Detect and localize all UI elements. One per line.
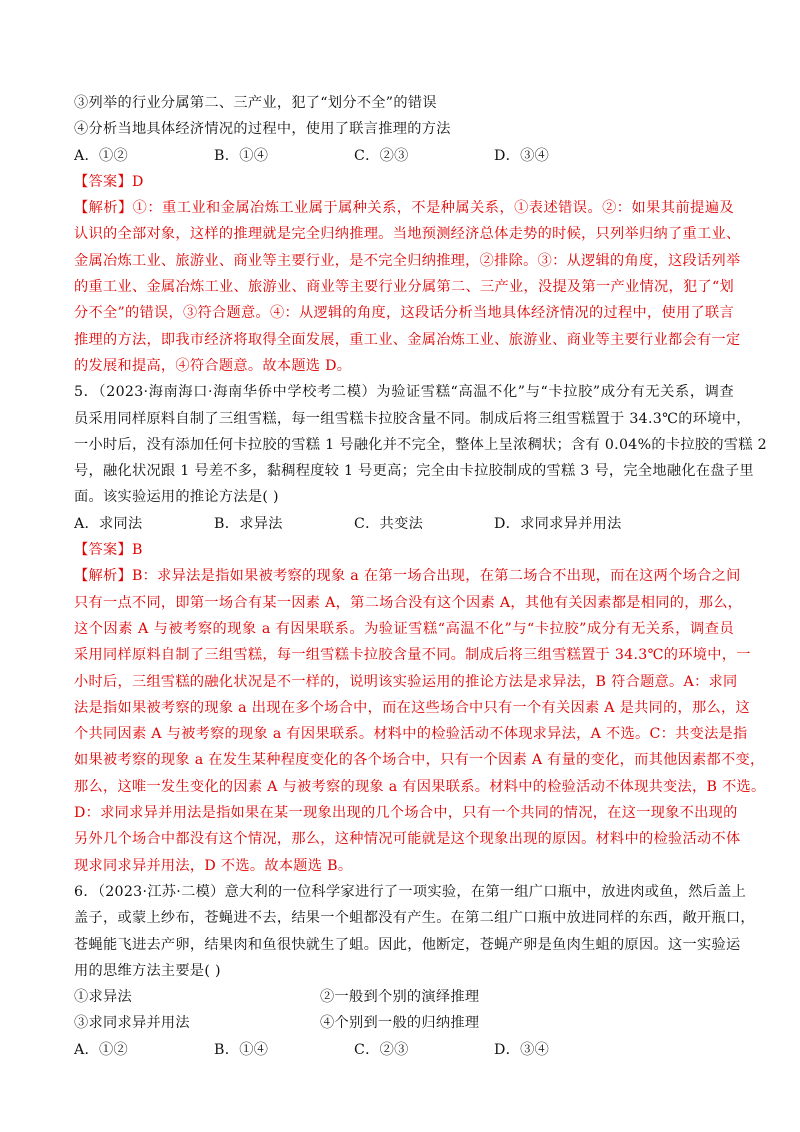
q5-analysis-line: 那么，这唯一发生变化的因素 A 与被考察的现象 a 有因果联系。材料中的检验活动不体现共变法，B 不选。	[74, 778, 766, 795]
q5-stem-line: 面。该实验运用的推论方法是( )	[74, 489, 279, 506]
q4-analysis-line: 的重工业、金属冶炼工业、旅游业、商业等主要行业分属第二、三产业，没提及第一产业情况，犯了“划	[74, 279, 734, 296]
q6-option-d: D．③④	[494, 1041, 550, 1058]
q5-analysis-line: 法是指如果被考察的现象 a 出现在多个场合中，而在这些场合中只有一个有关因素 A 是共同的，那么，这	[74, 699, 750, 716]
q5-analysis-line: 另外几个场合中都没有这个情况，那么，这种情况可能就是这个现象出现的原因。材料中的检验活动不体	[74, 831, 741, 848]
q4-analysis	[74, 195, 741, 379]
q6-choices-row	[74, 984, 734, 1010]
q5-option-b: B．求异法	[214, 515, 283, 532]
q6-stem-line: 用的思维方法主要是( )	[74, 962, 221, 979]
q6-stem	[74, 879, 755, 984]
q6-stem-line: 盖子，或蒙上纱布，苍蝇进不去，结果一个蛆都没有产生。在第二组广口瓶中放进同样的东西，敞开瓶口，	[74, 910, 755, 927]
q5-analysis-line: 采用同样原料自制了三组雪糕，每一组雪糕卡拉胶含量不同。制成后将三组雪糕置于 34.3℃的环境中，一	[74, 647, 751, 664]
q5-analysis-line: 只有一点不同，即第一场合有某一因素 A，第二场合没有这个因素 A，其他有关因素都是相同的，那么，	[74, 594, 743, 611]
q5-analysis-line: 小时后，三组雪糕的融化状况是不一样的，说明该实验运用的推论方法是求异法，B 符合题意。A：求同	[74, 673, 738, 690]
q5-stem-line: 5．（2023·海南海口·海南华侨中学校考二模）为验证雪糕“高温不化”与“卡拉胶”成分有无关系，调查	[74, 384, 734, 401]
q4-analysis-line: 分不全”的错误，③符合题意。④：从逻辑的角度，这段话分析当地具体经济情况的过程中，使用了联言	[74, 305, 734, 322]
q5-analysis-line: 个共同因素 A 与被考察的现象 a 有因果联系。材料中的检验活动不体现求异法，A 不选。C：共变法是指	[74, 726, 748, 743]
q5-analysis-line: 这个因素 A 与被考察的现象 a 有因果联系。为验证雪糕“高温不化”与“卡拉胶”成分有无关系，调查员	[74, 620, 734, 637]
q4-statement-3: ③列举的行业分属第二、三产业，犯了“划分不全”的错误	[74, 95, 437, 111]
document-body	[74, 90, 767, 1063]
q6-options	[74, 1037, 734, 1063]
q6-option-b: B．①④	[214, 1041, 269, 1058]
q4-options	[74, 143, 734, 169]
q4-analysis-line: 【解析】①：重工业和金属冶炼工业属于属种关系，不是种属关系，①表述错误。②：如果其前提遍及	[74, 200, 734, 217]
q4-answer: 【答案】D	[74, 173, 144, 190]
q5-answer: 【答案】B	[74, 542, 143, 559]
q4-option-d: D．③④	[494, 147, 550, 164]
q5-analysis-line: 现求同求异并用法，D 不选。故本题选 B。	[74, 857, 353, 874]
q5-option-c: C．共变法	[354, 515, 424, 532]
q5-option-a: A．求同法	[74, 515, 143, 532]
q5-analysis-line: 如果被考察的现象 a 在发生某种程度变化的各个场合中，只有一个因素 A 有量的变化，而其他因素都不变，	[74, 752, 765, 769]
q4-analysis-line: 金属冶炼工业、旅游业、商业等主要行业，是不完全归纳推理，②排除。③：从逻辑的角度，这段话列举	[74, 252, 741, 269]
q6-choice-1: ①求异法	[74, 989, 132, 1006]
q5-analysis-line: D：求同求异并用法是指如果在某一现象出现的几个场合中，只有一个共同的情况，在这一现象不出现的	[74, 805, 738, 822]
q4-option-b: B．①④	[214, 147, 269, 164]
q6-choice-4: ④个别到一般的归纳推理	[320, 1015, 480, 1032]
q6-stem-line: 6．（2023·江苏·二模）意大利的一位科学家进行了一项实验，在第一组广口瓶中，放进肉或鱼，然后盖上	[74, 883, 747, 900]
q5-options	[74, 511, 734, 537]
q5-stem	[74, 379, 767, 510]
q4-option-c: C．②③	[354, 147, 409, 164]
q6-stem-line: 苍蝇能飞进去产卵，结果肉和鱼很快就生了蛆。因此，他断定，苍蝇产卵是鱼肉生蛆的原因。这一实验运	[74, 936, 741, 953]
q6-choices-row	[74, 1010, 734, 1036]
q5-analysis-line: 【解析】B：求异法是指如果被考察的现象 a 在第一场合出现，在第二场合不出现，而在这两个场合之间	[74, 568, 741, 585]
q4-analysis-line: 推理的方法，即我市经济将取得全面发展，重工业、金属冶炼工业、旅游业、商业等主要行业都会有一定	[74, 331, 741, 348]
q6-option-c: C．②③	[354, 1041, 409, 1058]
q5-stem-line: 号，融化状况跟 1 号差不多，黏稠程度较 1 号更高；完全由卡拉胶制成的雪糕 3 号，完全地融化在盘子里	[74, 463, 754, 480]
q5-stem-line: 员采用同样原料自制了三组雪糕，每一组雪糕卡拉胶含量不同。制成后将三组雪糕置于 34.3℃的环境中，	[74, 410, 751, 427]
q4-option-a: A．①②	[74, 147, 129, 164]
q4-analysis-line: 的发展和提高，④符合题意。故本题选 D。	[74, 357, 352, 374]
q4-statement-4: ④分析当地具体经济情况的过程中，使用了联言推理的方法	[74, 121, 451, 138]
q4-analysis-line: 认识的全部对象，这样的推理就是完全归纳推理。当地预测经济总体走势的时候，只列举归纳了重工业、	[74, 226, 741, 243]
q6-choice-2: ②一般到个别的演绎推理	[320, 989, 480, 1006]
q5-stem-line: 一小时后，没有添加任何卡拉胶的雪糕 1 号融化并不完全，整体上呈浓稠状；含有 0.04%的卡拉胶的雪糕 2	[74, 436, 767, 453]
q5-option-d: D．求同求异并用法	[494, 515, 622, 532]
q5-analysis	[74, 563, 766, 879]
q6-choice-3: ③求同求异并用法	[74, 1015, 190, 1032]
q6-option-a: A．①②	[74, 1041, 129, 1058]
